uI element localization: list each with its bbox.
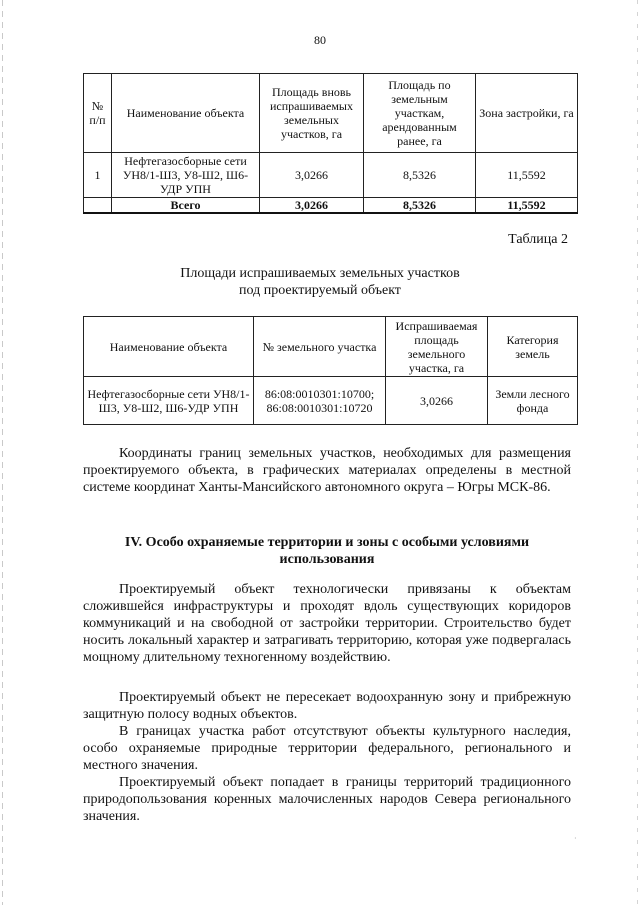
cell-total-build-zone: 11,5592	[476, 198, 578, 214]
coordinates-paragraph: Координаты границ земельных участков, необходимых для размещения проектируемого объекта, в графических материалах определены в местной системе координат Ханты-Мансийского автономного округа – Югры МСК-86.	[83, 446, 571, 495]
header-cell-object-name: Наименование объекта	[112, 74, 260, 153]
parcel-number: 86:08:0010301:10700;	[264, 386, 375, 401]
cell-object-name: Нефтегазосборные сети УН8/1-Ш3, У8-Ш2, Ш6-УДР УПН	[112, 153, 260, 198]
table-row	[84, 377, 578, 425]
table-title-line: под проектируемый объект	[239, 283, 401, 298]
section-heading-line: использования	[279, 552, 375, 567]
body-paragraph: Проектируемый объект не пересекает водоохранную зону и прибрежную защитную полосу водных объектов.	[83, 690, 571, 722]
section-heading	[83, 534, 571, 568]
cell-build-zone: 11,5592	[476, 153, 578, 198]
scan-speck: ·	[574, 834, 577, 843]
cell-total-new-area: 3,0266	[260, 198, 364, 214]
header-cell-leased-area: Площадь по земельным участкам, арендованным ранее, га	[364, 74, 476, 153]
cell-total-leased-area: 8,5326	[364, 198, 476, 214]
section-heading-line: IV. Особо охраняемые территории и зоны с особыми условиями	[124, 535, 530, 550]
header-cell-build-zone: Зона застройки, га	[476, 74, 578, 153]
table-caption: Таблица 2	[508, 232, 568, 247]
header-cell-object-name: Наименование объекта	[84, 317, 254, 377]
table-total-row	[84, 198, 578, 214]
cell-leased-area: 8,5326	[364, 153, 476, 198]
body-paragraph: Проектируемый объект технологически привязаны к объектам сложившейся инфраструктуры и проходят вдоль существующих коридоров коммуникаций и на свободной от застройки территории. Строительство будет носить локальный характер и затрагивать территорию, которая уже подвергалась мощному длительному техногенному воздействию.	[83, 582, 571, 665]
land-area-table	[83, 73, 578, 214]
header-cell-number: № п/п	[84, 74, 112, 153]
header-cell-new-area: Площадь вновь испрашиваемых земельных участков, га	[260, 74, 364, 153]
scan-edge-left	[2, 0, 3, 905]
cell-number: 1	[84, 153, 112, 198]
cell-total-label: Всего	[112, 198, 260, 214]
parcel-number: 86:08:0010301:10720	[266, 400, 373, 415]
header-cell-requested-area: Испрашиваемая площадь земельного участка, га	[386, 317, 488, 377]
table-header-row	[84, 74, 578, 153]
table-row	[84, 153, 578, 198]
body-paragraph: В границах участка работ отсутствуют объекты культурного наследия, особо охраняемые природные территории федерального, регионального и местного значения.	[83, 724, 571, 773]
cell-total-empty	[84, 198, 112, 214]
cell-land-category: Земли лесного фонда	[488, 377, 578, 425]
cell-object-name: Нефтегазосборные сети УН8/1-Ш3, У8-Ш2, Ш6-УДР УПН	[84, 377, 254, 425]
header-cell-land-category: Категория земель	[488, 317, 578, 377]
table-title-line: Площади испрашиваемых земельных участков	[180, 266, 460, 281]
header-cell-parcel-number: № земельного участка	[254, 317, 386, 377]
body-paragraph: Проектируемый объект попадает в границы территорий традиционного природопользования коренных малочисленных народов Севера регионального значения.	[83, 775, 571, 824]
cell-new-area: 3,0266	[260, 153, 364, 198]
table-title	[0, 265, 640, 299]
cell-parcel-numbers	[254, 377, 386, 425]
scan-edge-right	[637, 0, 638, 905]
page-number: 80	[314, 33, 326, 47]
parcels-table	[83, 316, 578, 425]
cell-requested-area: 3,0266	[386, 377, 488, 425]
table-header-row	[84, 317, 578, 377]
